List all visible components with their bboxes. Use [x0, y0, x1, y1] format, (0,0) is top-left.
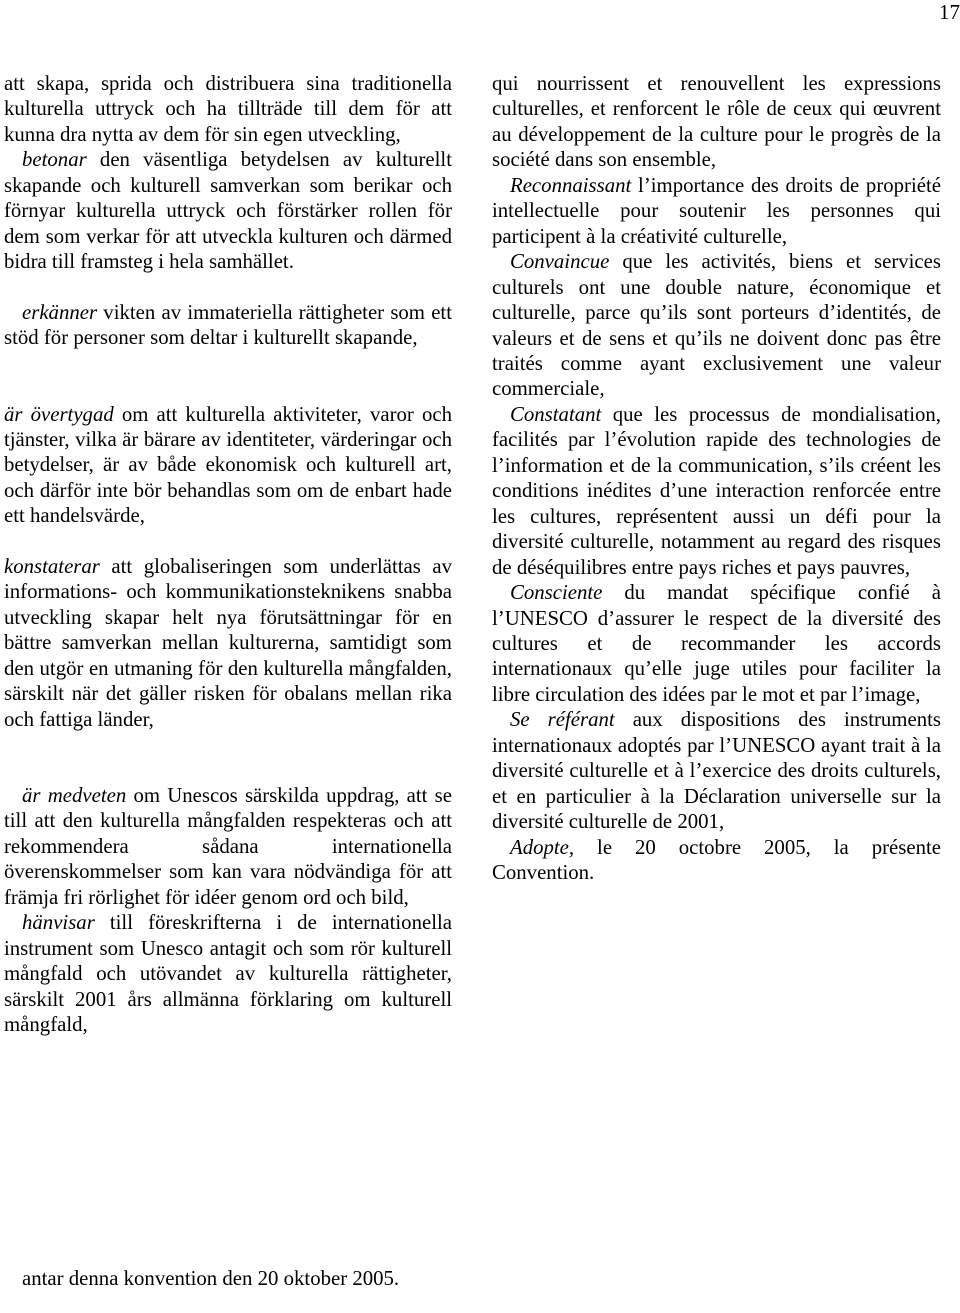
- paragraph-sv-1: [4, 71, 452, 147]
- paragraph-sv-3: [4, 300, 452, 351]
- paragraph-text: att skapa, sprida och distribuera sina traditionella kulturella uttryck och ha tillträde till dem för att kunna dra nytta av dem för sin egen utveckling,: [4, 72, 452, 146]
- paragraph-sv-6: [4, 783, 452, 910]
- paragraph-fr-5: [492, 580, 941, 707]
- swedish-text-column: [4, 71, 452, 1038]
- paragraph-keyword: Consciente: [510, 581, 603, 605]
- paragraph-fr-6: [492, 707, 941, 834]
- paragraph-keyword: erkänner: [22, 300, 98, 324]
- paragraph-text: den väsentliga betydelsen av kulturellt skapande och kulturell samverkan som berikar och förnyar kulturella uttryck och förstärker rollen för dem som verkar för att utveckla kulturen och därmed bidra till framsteg i hela samhället.: [4, 148, 452, 274]
- paragraph-keyword: Convaincue: [510, 250, 610, 274]
- paragraph-text: om Unescos särskilda uppdrag, att se till att den kulturella mångfalden respekteras och att rekommendera sådana internationella överenskommelser som kan vara nödvändiga för att främja fri rörlighet för idéer genom ord och bild,: [4, 783, 452, 909]
- paragraph-text: vikten av immateriella rättigheter som ett stöd för personer som deltar i kulturellt skapande,: [4, 300, 452, 350]
- paragraph-fr-3: [492, 249, 941, 402]
- paragraph-sv-2: [4, 147, 452, 274]
- closing-text: antar denna konvention den 20 oktober 2005.: [22, 1267, 400, 1290]
- paragraph-fr-7: [492, 835, 941, 886]
- paragraph-sv-7: [4, 910, 452, 1037]
- page-number: 17: [939, 0, 960, 24]
- french-text-column: [492, 71, 941, 886]
- paragraph-text: du mandat spécifique confié à l’UNESCO d’assurer le respect de la diversité des cultures et de recommander les accords internationaux qu’elle juge utiles pour faciliter la libre circulation des idées par le mot et par l’image,: [492, 581, 941, 706]
- paragraph-text: qui nourrissent et renouvellent les expressions culturelles, et renforcent le rôle de ceux qui œuvrent au développement de la culture pour le progrès de la société dans son ensemble,: [492, 72, 941, 172]
- paragraph-keyword: Se référant: [510, 708, 615, 732]
- paragraph-sv-5: [4, 554, 452, 732]
- paragraph-keyword: Constatant: [510, 402, 602, 426]
- paragraph-fr-1: [492, 71, 941, 173]
- paragraph-text: aux dispositions des instruments internationaux adoptés par l’UNESCO ayant trait à la diversité culturelle et à l’exercice des droits culturels, et en particulier à la Déclaration universelle sur la diversité culturelle de 2001,: [492, 708, 941, 834]
- paragraph-text: que les processus de mondialisation, facilités par l’évolution rapide des technologies de l’information et de la communication, s’ils créent les conditions inédites d’une interaction renforcée entre les cultures, représentent aussi un défi pour la diversité culturelle, notamment au regard des risques de déséquilibres entre pays riches et pays pauvres,: [492, 402, 941, 579]
- paragraph-text: om att kulturella aktiviteter, varor och tjänster, vilka är bärare av identiteter, värderingar och betydelser, är av både ekonomisk och kulturell art, och därför inte bör behandlas som om de enbart hade ett handelsvärde,: [4, 402, 452, 528]
- paragraph-keyword: Reconnaissant: [510, 173, 632, 197]
- paragraph-keyword: är medveten: [22, 783, 127, 807]
- paragraph-keyword: betonar: [22, 148, 87, 172]
- paragraph-fr-2: [492, 173, 941, 249]
- paragraph-keyword: är övertygad: [4, 402, 114, 426]
- paragraph-keyword: Adopte: [510, 835, 569, 859]
- paragraph-text: que les activités, biens et services culturels ont une double nature, économique et culturelle, parce qu’ils sont porteurs d’identités, de valeurs et de sens et qu’ils ne doivent donc pas être traités comme ayant exclusivement une valeur commerciale,: [492, 250, 941, 401]
- closing-statement: [4, 1266, 452, 1291]
- paragraph-fr-4: [492, 402, 941, 580]
- paragraph-text: att globaliseringen som underlättas av informations- och kommunikationsteknikens snabba utveckling skapar helt nya förutsättningar för en bättre samverkan mellan kulturerna, samtidigt som den utgör en utmaning för den kulturella mångfalden, särskilt när det gäller risken för obalans mellan rika och fattiga länder,: [4, 554, 452, 731]
- paragraph-sv-4: [4, 402, 452, 529]
- paragraph-keyword: konstaterar: [4, 554, 100, 578]
- paragraph-text: , le 20 octobre 2005, la présente Convention.: [492, 835, 941, 885]
- paragraph-text: l’importance des droits de propriété intellectuelle pour soutenir les personnes qui participent à la créativité culturelle,: [492, 173, 941, 248]
- paragraph-keyword: hänvisar: [22, 911, 95, 935]
- paragraph-text: till föreskrifterna i de internationella instrument som Unesco antagit och som rör kulturell mångfald och utövandet av kulturella rättigheter, särskilt 2001 års allmänna förklaring om kulturell mångfald,: [4, 911, 452, 1037]
